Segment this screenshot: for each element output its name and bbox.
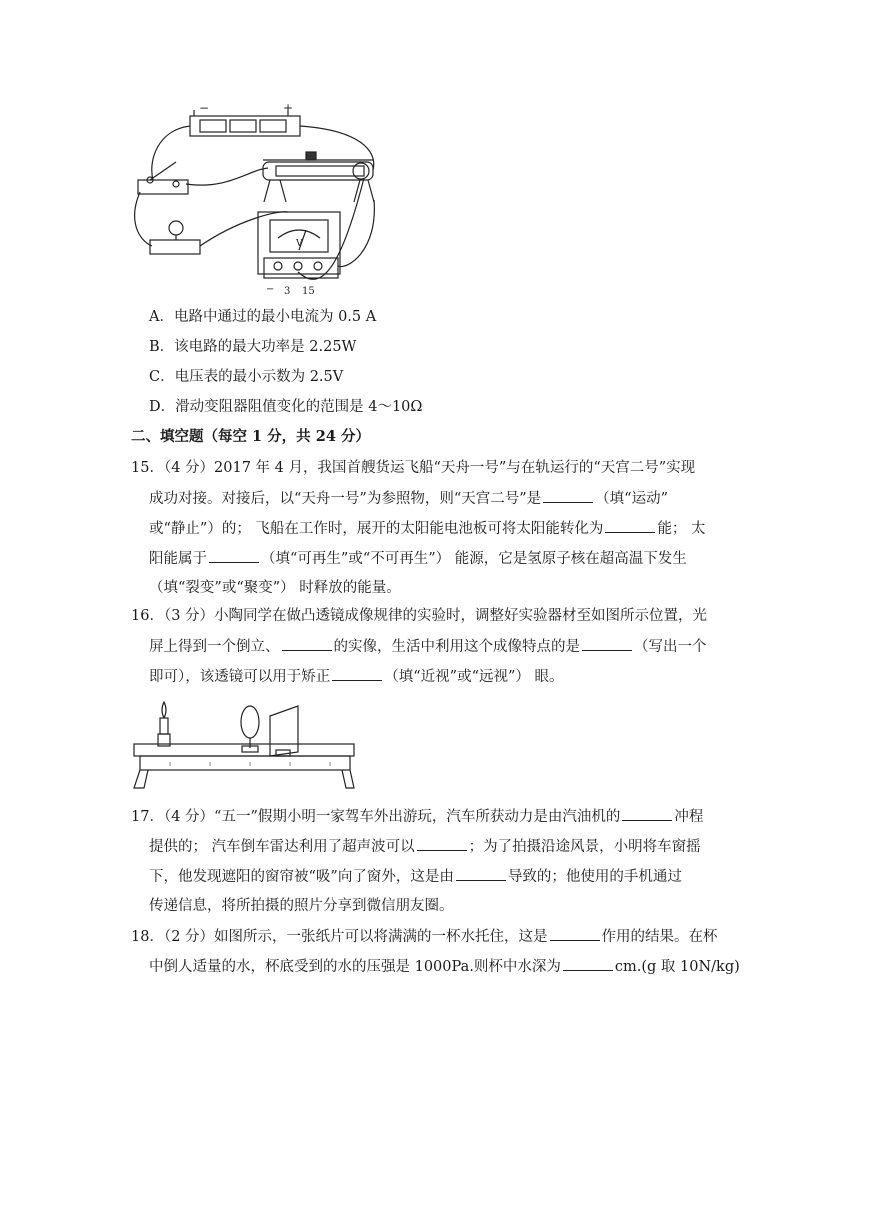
q17-text: 冲程 xyxy=(674,809,704,825)
answer-blank[interactable] xyxy=(282,636,332,651)
q15-text: 阳能属于 xyxy=(149,551,207,567)
q17-line-2 xyxy=(149,836,701,857)
answer-blank[interactable] xyxy=(456,866,506,881)
q15-text: （填“运动” xyxy=(595,491,668,507)
q16-text: 屏上得到一个倒立、 xyxy=(149,639,280,655)
q15-line-3 xyxy=(149,518,706,539)
option-a: A．电路中通过的最小电流为 0.5 A xyxy=(149,309,377,325)
q15-line-5: （填“裂变”或“聚变”） 时释放的能量。 xyxy=(149,580,401,596)
answer-blank[interactable] xyxy=(563,956,613,971)
terminal-3-label: 3 xyxy=(284,286,291,297)
answer-blank[interactable] xyxy=(417,836,467,851)
q17-text: 导致的；他使用的手机通过 xyxy=(507,869,682,885)
q16-text: 的实像，生活中利用这个成像特点的是 xyxy=(333,639,580,655)
q15-line-4 xyxy=(149,548,687,569)
q16-line-3 xyxy=(149,666,564,687)
q18-text: 中倒人适量的水，杯底受到的水的压强是 1000Pa.则杯中水深为 xyxy=(149,959,561,975)
option-c: C．电压表的最小示数为 2.5V xyxy=(149,369,344,385)
terminal-15-label: 15 xyxy=(302,286,315,297)
answer-blank[interactable] xyxy=(209,548,259,563)
q18-line-2 xyxy=(149,956,740,977)
q16-text: （填“近视”或“远视”） 眼。 xyxy=(384,669,564,685)
q15-text: 能； 太 xyxy=(657,521,706,537)
q18-text: 作用的结果。在杯 xyxy=(601,929,718,945)
q17-line-3 xyxy=(149,866,682,887)
q15-line-2 xyxy=(149,488,668,509)
option-b: B．该电路的最大功率是 2.25W xyxy=(149,339,357,355)
circuit-diagram xyxy=(128,100,388,300)
terminal-minus-label: − xyxy=(266,284,275,295)
answer-blank[interactable] xyxy=(605,518,655,533)
q18-text: 18．（2 分）如图所示，一张纸片可以将满满的一杯水托住，这是 xyxy=(131,929,548,945)
answer-blank[interactable] xyxy=(332,666,382,681)
q16-line-2 xyxy=(149,636,707,657)
q17-line-4: 传递信息，将所拍摄的照片分享到微信朋友圈。 xyxy=(149,898,454,914)
q17-text: 17．（4 分）“五一”假期小明一家驾车外出游玩，汽车所获动力是由汽油机的 xyxy=(131,809,621,825)
voltmeter-symbol: V xyxy=(296,239,303,249)
q16-text: 即可），该透镜可以用于矫正 xyxy=(149,669,331,685)
answer-blank[interactable] xyxy=(582,636,632,651)
q17-line-1 xyxy=(131,806,703,827)
battery-minus-label: − xyxy=(199,101,210,115)
optical-bench-diagram xyxy=(130,696,360,792)
q15-text: （填“可再生”或“不可再生”） 能源，它是氢原子核在超高温下发生 xyxy=(261,551,687,567)
answer-blank[interactable] xyxy=(543,488,593,503)
q17-text: 提供的； 汽车倒车雷达利用了超声波可以 xyxy=(149,839,415,855)
q15-text: 或“静止”）的； 飞船在工作时，展开的太阳能电池板可将太阳能转化为 xyxy=(149,521,604,537)
option-d: D．滑动变阻器阻值变化的范围是 4～10Ω xyxy=(149,399,423,415)
battery-plus-label: + xyxy=(283,101,294,115)
section-title: 二、填空题（每空 1 分，共 24 分） xyxy=(131,428,370,445)
q15-text: 成功对接。对接后，以“天舟一号”为参照物，则“天宫二号”是 xyxy=(149,491,542,507)
q17-text: ；为了拍摄沿途风景，小明将车窗摇 xyxy=(468,839,701,855)
q16-line-1: 16．（3 分）小陶同学在做凸透镜成像规律的实验时，调整好实验器材至如图所示位置，光 xyxy=(131,608,708,624)
q17-text: 下，他发现遮阳的窗帘被“吸”向了窗外，这是由 xyxy=(149,869,454,885)
q15-line-1: 15．（4 分）2017 年 4 月，我国首艘货运飞船“天舟一号”与在轨运行的“天宫二号”实现 xyxy=(131,460,696,476)
q16-text: （写出一个 xyxy=(634,639,707,655)
q18-text: cm.(g 取 10N/kg) xyxy=(614,959,740,975)
answer-blank[interactable] xyxy=(550,926,600,941)
answer-blank[interactable] xyxy=(622,806,672,821)
q18-line-1 xyxy=(131,926,718,947)
